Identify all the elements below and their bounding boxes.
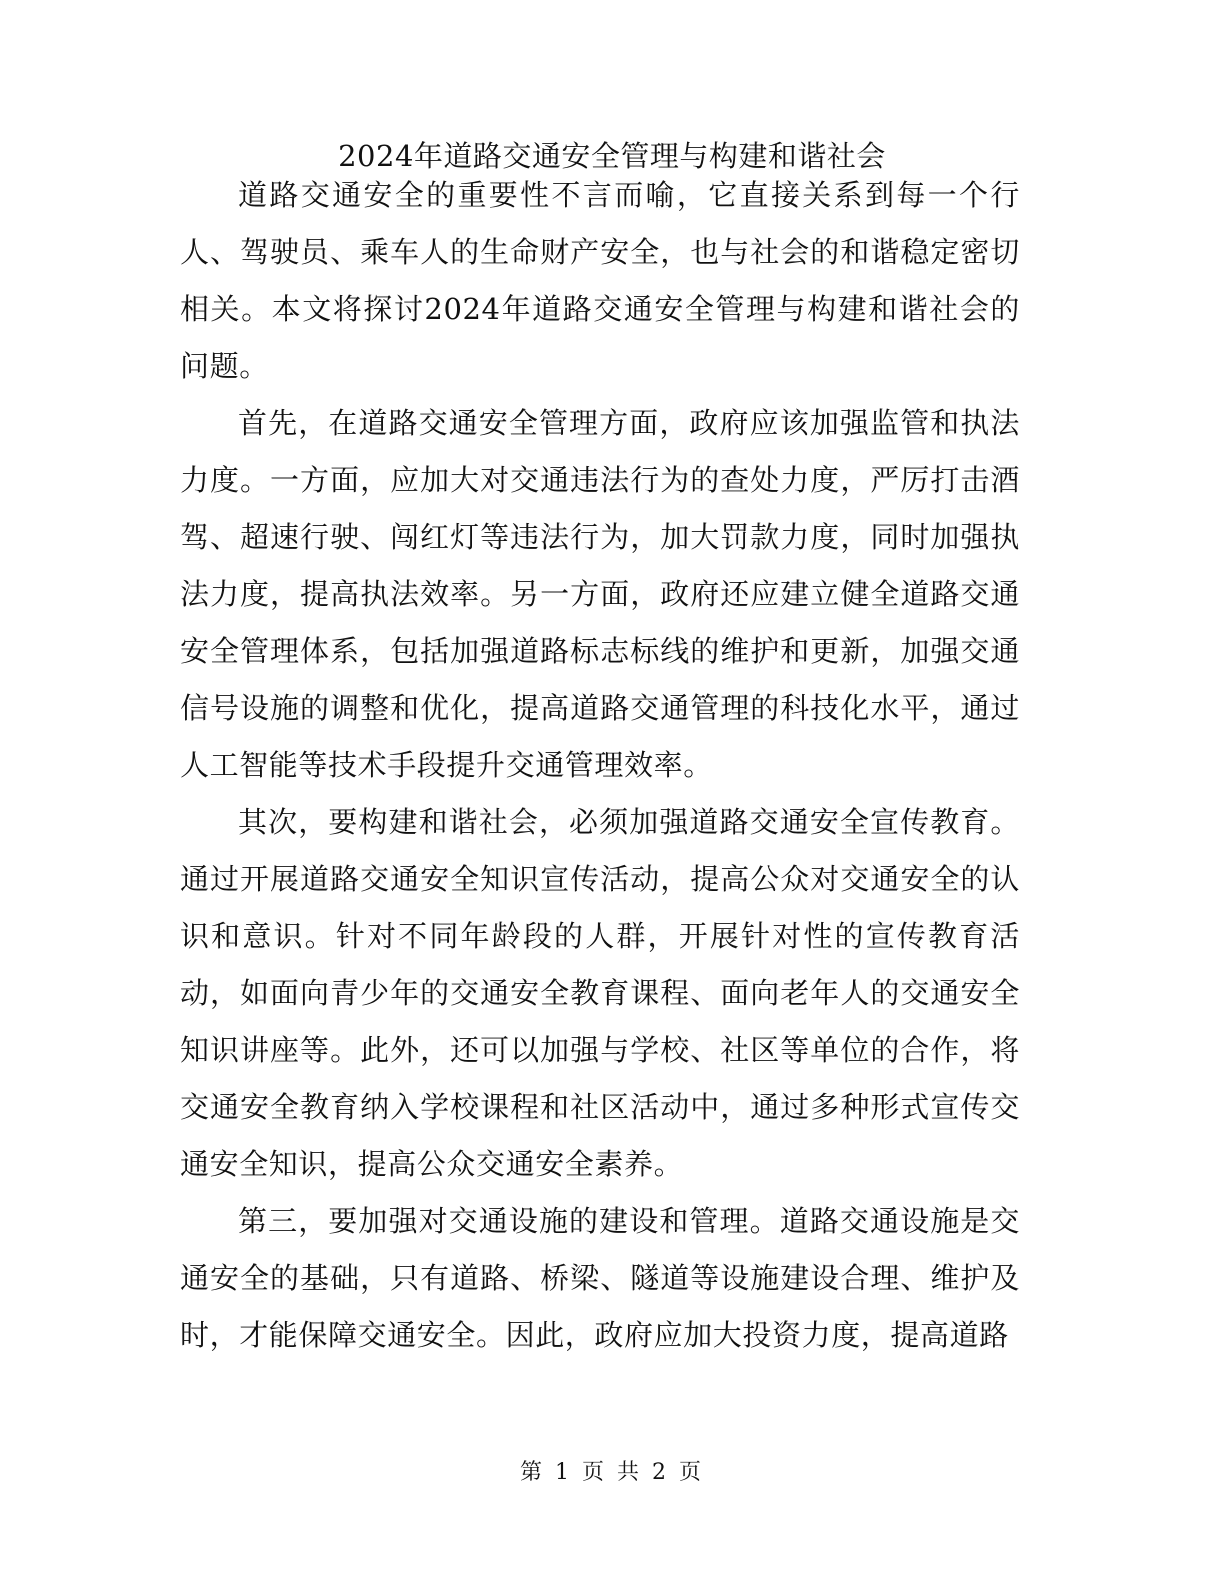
paragraph-second: 其次，要构建和谐社会，必须加强道路交通安全宣传教育。通过开展道路交通安全知识宣传活动，提高公众对交通安全的认识和意识。针对不同年龄段的人群，开展针对性的宣传教育活动，如面向青少年的交通安全教育课程、面向老年人的交通安全知识讲座等。此外，还可以加强与学校、社区等单位的合作，将交通安全教育纳入学校课程和社区活动中，通过多种形式宣传交通安全知识，提高公众交通安全素养。 — [180, 805, 1020, 1181]
document-body — [180, 167, 1020, 1364]
paragraph-first: 首先，在道路交通安全管理方面，政府应该加强监管和执法力度。一方面，应加大对交通违法行为的查处力度，严厉打击酒驾、超速行驶、闯红灯等违法行为，加大罚款力度，同时加强执法力度，提高执法效率。另一方面，政府还应建立健全道路交通安全管理体系，包括加强道路标志标线的维护和更新，加强交通信号设施的调整和优化，提高道路交通管理的科技化水平，通过人工智能等技术手段提升交通管理效率。 — [180, 406, 1020, 782]
paragraph-third: 第三，要加强对交通设施的建设和管理。道路交通设施是交通安全的基础，只有道路、桥梁、隧道等设施建设合理、维护及时，才能保障交通安全。因此，政府应加大投资力度，提高道路 — [180, 1204, 1020, 1352]
page-footer: 第 1 页 共 2 页 — [520, 1460, 704, 1485]
paragraph-intro: 道路交通安全的重要性不言而喻，它直接关系到每一个行人、驾驶员、乘车人的生命财产安全，也与社会的和谐稳定密切相关。本文将探讨2024年道路交通安全管理与构建和谐社会的问题。 — [180, 178, 1020, 383]
document-title: 2024年道路交通安全管理与构建和谐社会 — [338, 139, 886, 173]
